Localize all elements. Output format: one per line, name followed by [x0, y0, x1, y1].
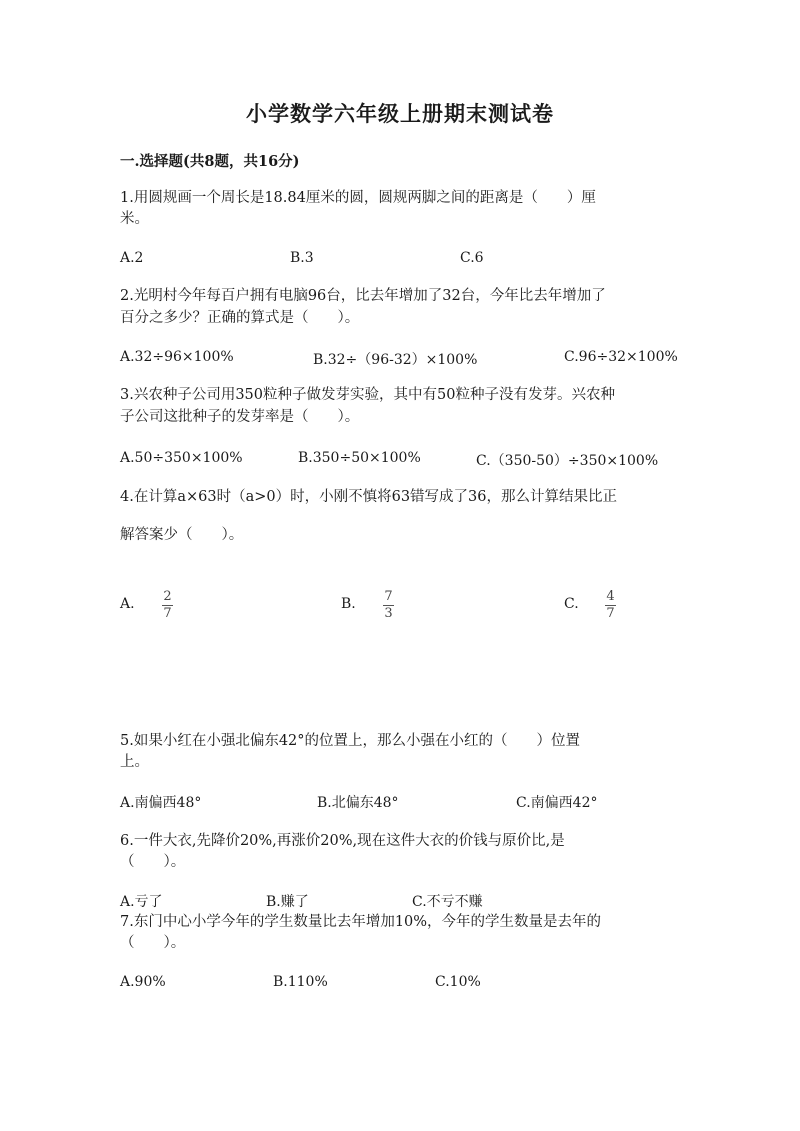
- question-2-option-a[interactable]: A.32÷96×100%: [120, 349, 234, 365]
- question-1-line-1: 1.用圆规画一个周长是18.84厘米的圆，圆规两脚之间的距离是（ ）厘: [120, 190, 596, 206]
- question-5-option-c[interactable]: C.南偏西42°: [516, 795, 598, 811]
- question-6-option-a[interactable]: A.亏了: [120, 894, 163, 910]
- fraction-denominator: 3: [384, 606, 393, 621]
- question-1-line-2: 米。: [120, 211, 149, 227]
- question-5-line-1: 5.如果小红在小强北偏东42°的位置上，那么小强在小红的（ ）位置: [120, 733, 581, 749]
- question-4-option-b[interactable]: [341, 596, 356, 612]
- question-5-option-b[interactable]: B.北偏东48°: [317, 795, 399, 811]
- question-4-option-a-fraction: [162, 590, 173, 621]
- section-heading: 一.选择题(共8题，共16分): [120, 153, 300, 170]
- question-3-line-1: 3.兴农种子公司用350粒种子做发芽实验，其中有50粒种子没有发芽。兴农种: [120, 387, 615, 403]
- question-4-line-2: 解答案少（ ）。: [120, 527, 244, 543]
- question-4-line-1: 4.在计算a×63时（a>0）时，小刚不慎将63错写成了36，那么计算结果比正: [120, 489, 617, 505]
- fraction-numerator: 2: [163, 589, 172, 604]
- page-title: 小学数学六年级上册期末测试卷: [246, 101, 554, 126]
- question-6-option-c[interactable]: C.不亏不赚: [412, 894, 483, 910]
- option-label: A.: [120, 596, 135, 612]
- question-1-option-a[interactable]: A.2: [120, 250, 144, 266]
- question-6-option-b[interactable]: B.赚了: [266, 894, 309, 910]
- question-2-option-c[interactable]: C.96÷32×100%: [564, 349, 678, 365]
- question-5-line-2: 上。: [120, 754, 149, 770]
- question-4-option-a[interactable]: [120, 596, 135, 612]
- question-5-option-a[interactable]: A.南偏西48°: [120, 795, 202, 811]
- question-6-line-2: （ ）。: [120, 854, 186, 870]
- question-4-option-c[interactable]: [564, 596, 579, 612]
- question-7-line-2: （ ）。: [120, 935, 186, 951]
- question-4-option-c-fraction: [605, 590, 616, 621]
- question-7-option-c[interactable]: C.10%: [435, 974, 481, 990]
- question-3-option-c[interactable]: C.（350-50）÷350×100%: [476, 453, 659, 469]
- question-7-option-b[interactable]: B.110%: [273, 974, 328, 990]
- question-2-option-b[interactable]: B.32÷（96-32）×100%: [313, 352, 478, 368]
- question-3-line-2: 子公司这批种子的发芽率是（ ）。: [120, 409, 360, 425]
- question-4-option-b-fraction: [383, 590, 394, 621]
- fraction-numerator: 7: [384, 589, 393, 604]
- fraction-numerator: 4: [606, 589, 615, 604]
- question-7-line-1: 7.东门中心小学今年的学生数量比去年增加10%，今年的学生数量是去年的: [120, 914, 602, 930]
- question-3-option-b[interactable]: B.350÷50×100%: [298, 450, 421, 466]
- fraction-denominator: 7: [163, 606, 172, 621]
- fraction-denominator: 7: [606, 606, 615, 621]
- question-2-line-2: 百分之多少？正确的算式是（ ）。: [120, 310, 360, 326]
- question-1-option-b[interactable]: B.3: [290, 250, 314, 266]
- option-label: B.: [341, 596, 356, 612]
- question-6-line-1: 6.一件大衣,先降价20%,再涨价20%,现在这件大衣的价钱与原价比,是: [120, 833, 565, 849]
- option-label: C.: [564, 596, 579, 612]
- question-2-line-1: 2.光明村今年每百户拥有电脑96台，比去年增加了32台，今年比去年增加了: [120, 288, 606, 304]
- question-7-option-a[interactable]: A.90%: [120, 974, 166, 990]
- question-1-option-c[interactable]: C.6: [460, 250, 484, 266]
- question-3-option-a[interactable]: A.50÷350×100%: [120, 450, 243, 466]
